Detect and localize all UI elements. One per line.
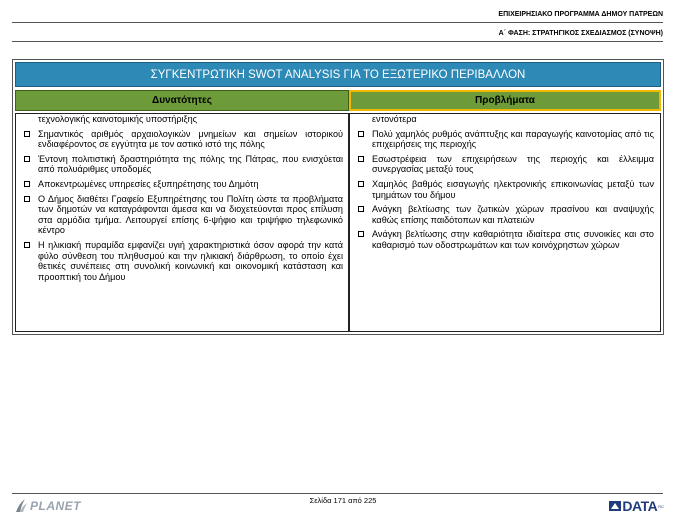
page-number: Σελίδα 171 από 225 — [309, 496, 377, 505]
square-bullet-icon — [24, 181, 30, 187]
data-rc-logo-text: DATA — [622, 498, 658, 514]
list-item-text: Χαμηλός βαθμός εισαγωγής ηλεκτρονικής επικοινωνίας μεταξύ των τμημάτων του δήμου — [372, 178, 654, 200]
list-item — [22, 154, 343, 175]
list-item — [22, 194, 343, 236]
square-bullet-icon — [358, 131, 364, 137]
header-rule-top — [12, 22, 663, 23]
list-item — [356, 129, 654, 150]
header-rule-bottom — [12, 41, 663, 42]
header-title: ΕΠΙΧΕΙΡΗΣΙΑΚΟ ΠΡΟΓΡΑΜΜΑ ΔΗΜΟΥ ΠΑΤΡΕΩΝ — [498, 11, 663, 18]
strengths-continuation: τεχνολογικής καινοτομικής υποστήριξης — [38, 114, 198, 124]
list-item — [356, 229, 654, 250]
list-item — [356, 204, 654, 225]
list-item-text: Σημαντικός αριθμός αρχαιολογικών μνημείων και σημείων ιστορικού ενδιαφέροντος σε εγγύτητα με τον αστικό ιστό της πόλης — [38, 128, 343, 150]
problems-column — [349, 113, 661, 332]
list-item-text: Η ηλικιακή πυραμίδα εμφανίζει υγιή χαρακτηριστικά όσον αφορά την κατά φύλο σύνθεση του πληθυσμού και την ηλικιακή διάρθρωση, το οποίο έχει θετικές συνέπειες στη συνολική κοινωνική και οικονομική κατάσταση και προοπτική του Δήμου — [38, 239, 343, 282]
list-item — [22, 179, 343, 190]
square-bullet-icon — [24, 156, 30, 162]
list-item — [356, 154, 654, 175]
list-item-text: Πολύ χαμηλός ρυθμός ανάπτυξης και παραγωγής καινοτομίας από τις επιχειρήσεις της περιοχής — [372, 128, 654, 150]
swot-table — [12, 59, 664, 335]
square-bullet-icon — [358, 156, 364, 162]
strengths-column — [15, 113, 349, 332]
data-rc-mark-icon — [608, 499, 622, 513]
list-item — [22, 129, 343, 150]
list-item-text: Έντονη πολιτιστική δραστηριότητα της πόλης της Πάτρας, που ενισχύεται από πολυάριθμες υποδομές — [38, 153, 343, 175]
problems-heading: Προβλήματα — [349, 90, 661, 111]
square-bullet-icon — [358, 181, 364, 187]
swot-title: ΣΥΓΚΕΝΤΡΩΤΙΚΗ SWOT ANALYSIS ΓΙΑ ΤΟ ΕΞΩΤΕΡΙΚΟ ΠΕΡΙΒΑΛΛΟΝ — [15, 62, 661, 87]
footer-rule — [12, 493, 663, 494]
strengths-heading: Δυνατότητες — [15, 90, 349, 111]
list-item-text: Ανάγκη βελτίωσης στην καθαριότητα ιδιαίτερα στις συνοικίες και στο καθαρισμό των οδοστρωμάτων και των κοινόχρηστων χώρων — [372, 229, 654, 250]
planet-logo-text: PLANET — [30, 499, 81, 513]
square-bullet-icon — [24, 242, 30, 248]
list-item-text: Εσωστρέφεια των επιχειρήσεων της περιοχής και έλλειμμα συνεργασίας μεταξύ τους — [372, 153, 654, 175]
header-subtitle: Α΄ ΦΑΣΗ: ΣΤΡΑΤΗΓΙΚΟΣ ΣΧΕΔΙΑΣΜΟΣ (ΣΥΝΟΨΗ) — [498, 30, 663, 37]
data-rc-logo — [608, 496, 664, 516]
data-rc-logo-subtext: RC — [658, 503, 664, 509]
square-bullet-icon — [358, 206, 364, 212]
list-item-text: Ο Δήμος διαθέτει Γραφείο Εξυπηρέτησης του Πολίτη ώστε τα προβλήματα των δημοτών να καταγράφονται άμεσα και να διοχετεύονται προς επίλυση στα αρμόδια τμήμα. Λειτουργεί επίσης 6-ψήφιο και τριψήφιο τηλεφωνικό κέντρο — [38, 193, 343, 236]
square-bullet-icon — [24, 131, 30, 137]
square-bullet-icon — [358, 231, 364, 237]
list-item-text: Ανάγκη βελτίωσης των ζωτικών χώρων πρασίνου και αναψυχής καθώς επίσης παιδότοπων και πλατειών — [372, 204, 654, 225]
list-item — [356, 179, 654, 200]
list-item — [22, 240, 343, 282]
square-bullet-icon — [24, 196, 30, 202]
list-item-text: Αποκεντρωμένες υπηρεσίες εξυπηρέτησης του Δημότη — [38, 178, 259, 189]
problems-continuation: εντονότερα — [372, 114, 417, 124]
